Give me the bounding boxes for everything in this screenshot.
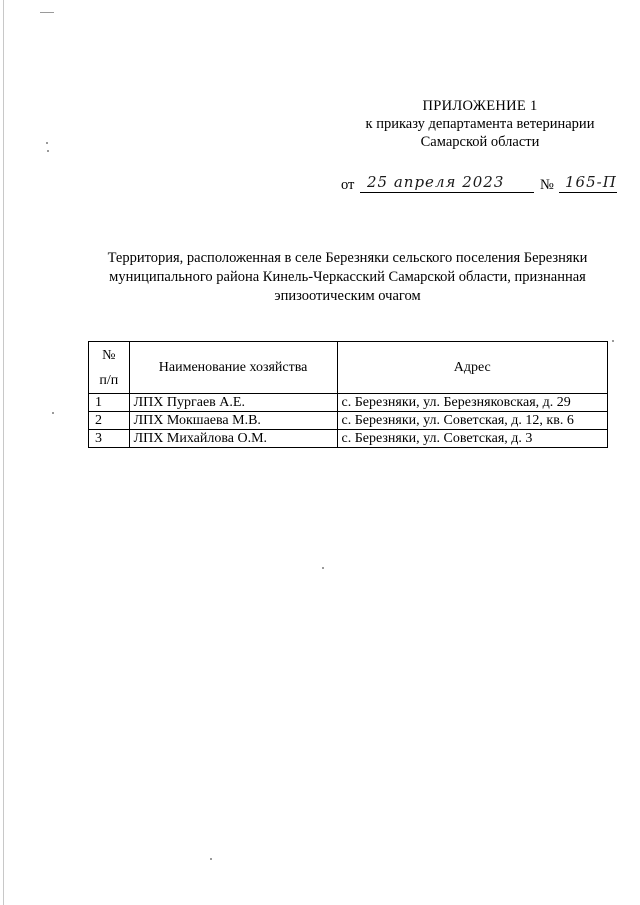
header-address: Адрес: [337, 342, 608, 394]
scan-speck: [210, 858, 212, 860]
header-number: [89, 342, 130, 394]
farm-name: ЛПХ Мокшаева М.В.: [129, 412, 337, 430]
number-label: №: [540, 177, 554, 193]
header-farm-name: Наименование хозяйства: [129, 342, 337, 394]
handwritten-date: 25 апреля 2023: [367, 173, 505, 191]
farm-name: ЛПХ Пургаев А.Е.: [129, 394, 337, 412]
handwritten-number: 165-П: [565, 173, 617, 191]
subject-line: муниципального района Кинель-Черкасский Самарской области, признанная: [109, 269, 586, 285]
subject-line: Территория, расположенная в селе Березняки сельского поселения Березняки: [107, 250, 588, 266]
farms-table: [88, 341, 608, 448]
table-row: [89, 430, 608, 448]
farm-address: с. Березняки, ул. Советская, д. 3: [337, 430, 608, 448]
table-row: [89, 394, 608, 412]
farm-address: с. Березняки, ул. Березняковская, д. 29: [337, 394, 608, 412]
from-label: от: [341, 177, 355, 193]
date-underline: [360, 192, 534, 193]
appendix-header: [330, 97, 630, 151]
header-number-pp: п/п: [99, 372, 119, 388]
appendix-title: ПРИЛОЖЕНИЕ 1: [422, 98, 538, 114]
scan-speck: [46, 142, 48, 144]
table-row: [89, 412, 608, 430]
scan-edge: [3, 0, 4, 905]
number-underline: [559, 192, 617, 193]
farm-address: с. Березняки, ул. Советская, д. 12, кв. 6: [337, 412, 608, 430]
farm-name: ЛПХ Михайлова О.М.: [129, 430, 337, 448]
row-number: 3: [89, 430, 130, 448]
appendix-region: Самарской области: [420, 134, 540, 150]
scan-speck: [612, 340, 614, 342]
scan-speck: [52, 412, 54, 414]
table-header-row: [89, 342, 608, 394]
appendix-order-ref: к приказу департамента ветеринарии: [365, 116, 595, 132]
scan-speck: [322, 567, 324, 569]
scan-mark: [40, 12, 54, 13]
row-number: 2: [89, 412, 130, 430]
row-number: 1: [89, 394, 130, 412]
scan-speck: [47, 150, 49, 152]
subject-line: эпизоотическим очагом: [274, 288, 421, 304]
order-date-line: [341, 175, 621, 197]
document-subject: [80, 249, 615, 306]
header-number-sign: №: [102, 347, 116, 363]
